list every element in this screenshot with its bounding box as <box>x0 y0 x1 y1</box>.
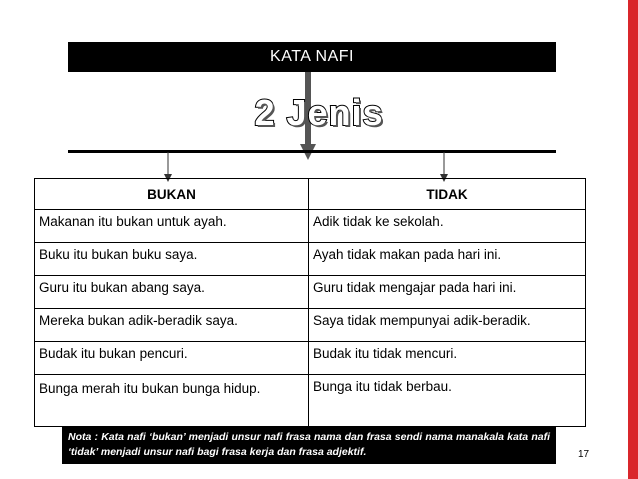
table-cell: Adik tidak ke sekolah. <box>309 210 586 243</box>
table-row <box>35 309 586 342</box>
table-cell: Bunga merah itu bukan bunga hidup. <box>35 375 309 427</box>
table-cell: Bunga itu tidak berbau. <box>309 375 586 427</box>
note-box: Nota : Kata nafi ‘bukan’ menjadi unsur nafi frasa nama dan frasa sendi nama manakala kata nafi ‘tidak’ menjadi unsur nafi bagi frasa kerja dan frasa adjektif. <box>62 426 556 464</box>
header-bukan: BUKAN <box>35 179 309 210</box>
divider-line <box>68 150 556 153</box>
table-header-row <box>35 179 586 210</box>
table-cell: Budak itu tidak mencuri. <box>309 342 586 375</box>
table-row <box>35 276 586 309</box>
table-cell: Budak itu bukan pencuri. <box>35 342 309 375</box>
table-cell: Mereka bukan adik-beradik saya. <box>35 309 309 342</box>
header-tidak: TIDAK <box>309 179 586 210</box>
table-row <box>35 210 586 243</box>
table-row <box>35 375 586 427</box>
page-number: 17 <box>578 449 590 460</box>
slide-subtitle: 2 Jenis <box>254 92 384 133</box>
table-cell: Buku itu bukan buku saya. <box>35 243 309 276</box>
table-cell: Makanan itu bukan untuk ayah. <box>35 210 309 243</box>
kata-nafi-table <box>34 178 586 427</box>
slide-title: KATA NAFI <box>68 42 556 72</box>
accent-bar <box>628 0 638 479</box>
table-cell: Saya tidak mempunyai adik-beradik. <box>309 309 586 342</box>
table-row <box>35 243 586 276</box>
table-cell: Guru itu bukan abang saya. <box>35 276 309 309</box>
table-row <box>35 342 586 375</box>
table-cell: Guru tidak mengajar pada hari ini. <box>309 276 586 309</box>
table-cell: Ayah tidak makan pada hari ini. <box>309 243 586 276</box>
